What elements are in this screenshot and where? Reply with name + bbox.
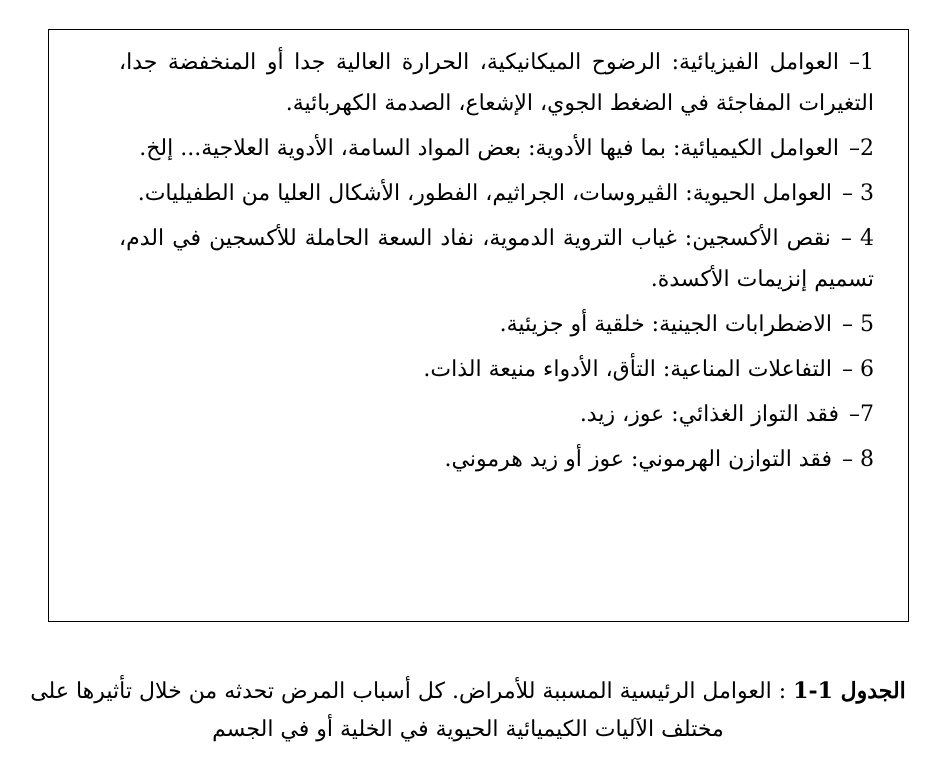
caption-label: الجدول 1-1: [793, 678, 906, 704]
causes-list: [119, 42, 874, 484]
list-item: [119, 394, 874, 435]
item-number: 6 –: [842, 357, 874, 382]
item-text: فقد التواز الغذائي: عوز، زيد.: [579, 402, 839, 427]
table-caption: [30, 672, 906, 749]
item-text: العوامل الحيوية: الڤيروسات، الجراثيم، الفطور، الأشكال العليا من الطفيليات.: [137, 181, 832, 206]
item-text: الاضطرابات الجينية: خلقية أو جزيئية.: [499, 312, 832, 337]
list-item: [119, 349, 874, 390]
item-number: 5 –: [842, 312, 874, 337]
item-text: العوامل الكيميائية: بما فيها الأدوية: بعض المواد السامة، الأدوية العلاجية... إلخ.: [139, 136, 839, 161]
item-number: 3 –: [842, 181, 874, 206]
item-number: 4 –: [840, 226, 874, 251]
list-item: [119, 304, 874, 345]
list-item: [119, 42, 874, 124]
item-text: العوامل الفيزيائية: الرضوح الميكانيكية، الحرارة العالية جدا أو المنخفضة جدا، التغيرات المفاجئة في الضغط الجوي، الإشعاع، الصدمة الكهربائية.: [119, 50, 874, 116]
item-number: 1–: [849, 50, 874, 75]
item-text: التفاعلات المناعية: التأق، الأدواء منيعة الذات.: [423, 357, 832, 382]
item-text: فقد التوازن الهرموني: عوز أو زيد هرموني.: [444, 447, 832, 472]
item-number: 7–: [849, 402, 874, 427]
item-text: نقص الأكسجين: غياب التروية الدموية، نفاد السعة الحاملة للأكسجين في الدم، تسميم إنزيمات الأكسدة.: [119, 226, 874, 292]
list-item: [119, 218, 874, 300]
list-item: [119, 128, 874, 169]
caption-text: : العوامل الرئيسية المسببة للأمراض. كل أسباب المرض تحدثه من خلال تأثيرها على مختلف الآليات الكيميائية الحيوية في الخلية أو في الجسم: [30, 679, 794, 742]
causes-table-box: [48, 29, 909, 622]
list-item: [119, 439, 874, 480]
item-number: 2–: [849, 136, 874, 161]
list-item: [119, 173, 874, 214]
item-number: 8 –: [842, 447, 874, 472]
